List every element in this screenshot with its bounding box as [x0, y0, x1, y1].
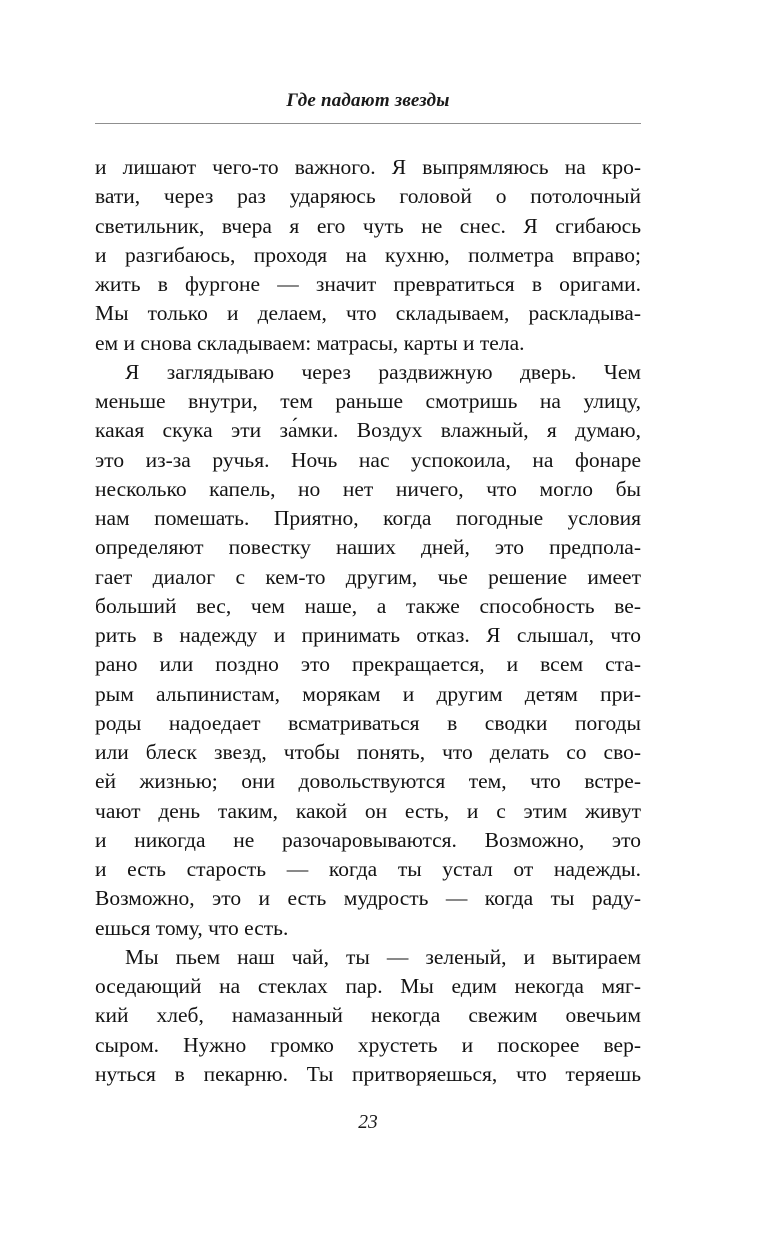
text-line: и никогда не разочаровываются. Возможно, это	[95, 827, 641, 852]
text-column	[95, 0, 641, 1089]
text-line: нуться в пекарню. Ты притворяешься, что теряешь	[95, 1061, 641, 1086]
text-line: жить в фургоне — значит превратиться в оригами.	[95, 272, 641, 296]
text-line: вати, через раз ударяюсь головой о потолочный	[95, 184, 641, 209]
text-line: рить в надежду и принимать отказ. Я слышал, что	[95, 623, 641, 647]
text-line: оседающий на стеклах пар. Мы едим некогда мяг-	[95, 974, 641, 998]
page-body	[95, 153, 641, 1089]
text-line: рым альпинистам, морякам и другим детям при-	[95, 681, 641, 706]
text-line: несколько капель, но нет ничего, что могло бы	[95, 476, 641, 501]
text-line: чают день таким, какой он есть, и с этим живут	[95, 798, 641, 823]
text-line: ем и снова складываем: матрасы, карты и тела.	[95, 330, 525, 355]
text-line: какая скука эти за́мки. Воздух влажный, я думаю,	[95, 418, 641, 443]
text-line: светильник, вчера я его чуть не снес. Я сгибаюсь	[95, 213, 641, 238]
text-line: сыром. Нужно громко хрустеть и поскорее вер-	[95, 1032, 641, 1057]
text-line: Я заглядываю через раздвижную дверь. Чем	[125, 359, 641, 384]
text-line: больший вес, чем наше, а также способность ве-	[95, 593, 641, 618]
text-line: ей жизнью; они довольствуются тем, что встре-	[95, 769, 641, 794]
text-line: Возможно, это и есть мудрость — когда ты раду-	[95, 886, 641, 911]
paragraph	[95, 358, 641, 943]
text-line: роды надоедает всматриваться в сводки погоды	[95, 710, 641, 735]
header-rule	[95, 123, 641, 124]
paragraph	[95, 153, 641, 358]
running-header: Где падают звезды	[286, 90, 450, 111]
text-line: или блеск звезд, чтобы понять, что делать со сво-	[95, 740, 641, 764]
text-line: меньше внутри, тем раньше смотришь на улицу,	[95, 389, 641, 413]
text-line: Мы пьем наш чай, ты — зеленый, и вытираем	[125, 944, 641, 969]
text-line: это из-за ручья. Ночь нас успокоила, на фонаре	[95, 447, 641, 472]
text-line: Мы только и делаем, что складываем, раскладыва-	[95, 301, 641, 326]
text-line: определяют повестку наших дней, это предпола-	[95, 535, 641, 560]
text-line: гает диалог с кем-то другим, чье решение имеет	[95, 564, 641, 589]
text-line: и есть старость — когда ты устал от надежды.	[95, 857, 641, 881]
text-line: рано или поздно это прекращается, и всем ста-	[95, 652, 641, 677]
page-number: 23	[358, 1112, 378, 1133]
paragraph	[95, 943, 641, 1089]
text-line: кий хлеб, намазанный некогда свежим овечьим	[95, 1003, 641, 1028]
text-line: и разгибаюсь, проходя на кухню, полметра вправо;	[95, 242, 641, 267]
text-line: ешься тому, что есть.	[95, 915, 289, 940]
text-line: и лишают чего-то важного. Я выпрямляюсь на кро-	[95, 155, 641, 179]
text-line: нам помешать. Приятно, когда погодные условия	[95, 506, 641, 530]
